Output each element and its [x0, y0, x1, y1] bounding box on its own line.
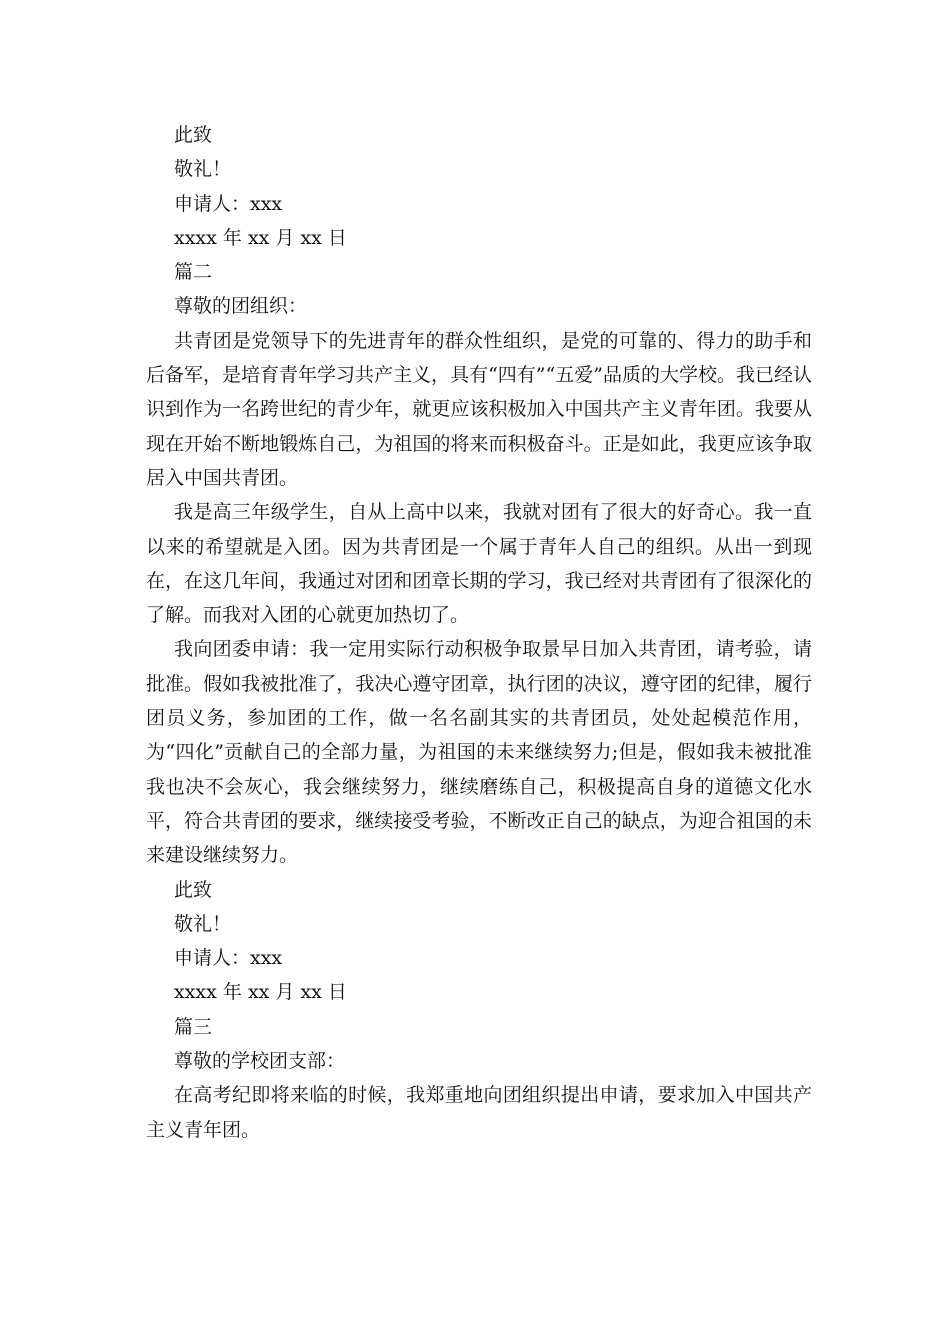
document-body — [146, 118, 812, 1147]
closing-regards: 敬礼！ — [174, 912, 232, 935]
closing-regards: 敬礼！ — [174, 158, 232, 181]
date-line: xxxx 年 xx 月 xx 日 — [174, 981, 347, 1004]
date-line: xxxx 年 xx 月 xx 日 — [174, 226, 347, 249]
applicant-line: 申请人：xxx — [174, 947, 283, 970]
addressee-line: 尊敬的学校团支部： — [174, 1050, 346, 1073]
body-paragraph: 在高考纪即将来临的时候，我郑重地向团组织提出申请，要求加入中国共产主义青年团。 — [146, 1084, 812, 1141]
body-paragraph: 共青团是党领导下的先进青年的群众性组织，是党的可靠的、得力的助手和后备军，是培育青年学习共产主义，具有“四有”“五爱”品质的大学校。我已经认识到作为一名跨世纪的青少年，就更应该积极加入中国共产主义青年团。我要从现在开始不断地锻炼自己，为祖国的将来而积极奋斗。正是如此，我更应该争取居入中国共青团。 — [146, 329, 812, 489]
applicant-line: 申请人：xxx — [174, 192, 283, 215]
body-paragraph: 我是高三年级学生，自从上高中以来，我就对团有了很大的好奇心。我一直以来的希望就是入团。因为共青团是一个属于青年人自己的组织。从出一到现在，在这几年间，我通过对团和团章长期的学习，我已经对共青团有了很深化的了解。而我对入团的心就更加热切了。 — [146, 501, 812, 627]
body-paragraph: 我向团委申请：我一定用实际行动积极争取景早日加入共青团，请考验，请批准。假如我被批准了，我决心遵守团章，执行团的决议，遵守团的纪律，履行团员义务，参加团的工作，做一名名副其实的共青团员，处处起模范作用，为“四化”贡献自己的全部力量，为祖国的未来继续努力;但是，假如我未被批准我也决不会灰心，我会继续努力，继续磨练自己，积极提高自身的道德文化水平，符合共青团的要求，继续接受考验，不断改正自己的缺点，为迎合祖国的未来建设继续努力。 — [146, 638, 812, 867]
section-heading: 篇三 — [174, 1015, 213, 1038]
section-heading: 篇二 — [174, 261, 213, 284]
addressee-line: 尊敬的团组织： — [174, 295, 308, 318]
closing-salutation: 此致 — [174, 878, 213, 901]
closing-salutation: 此致 — [174, 124, 213, 146]
